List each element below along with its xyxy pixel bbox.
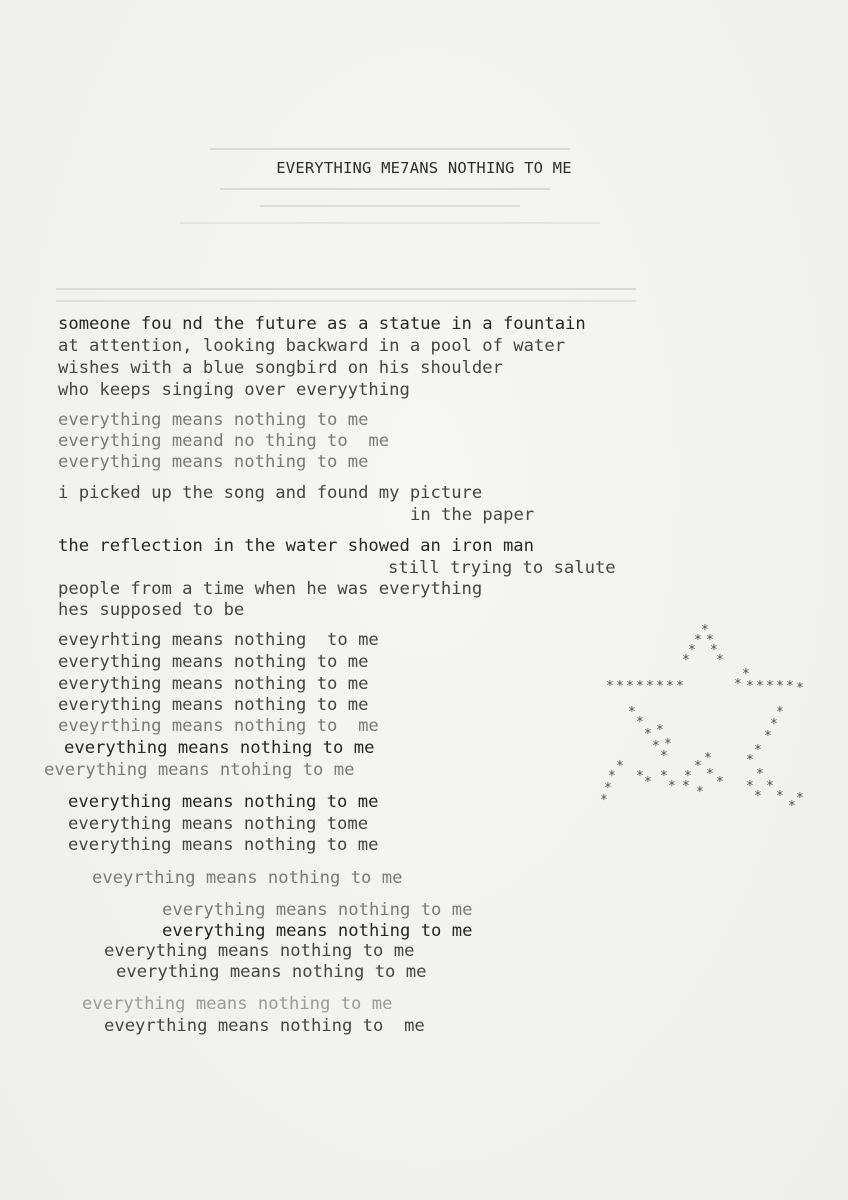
star-asterisk: *: [710, 643, 718, 658]
poem-line: eveyrthing means nothing to me: [58, 716, 379, 736]
star-asterisk: *: [746, 779, 754, 794]
star-asterisk: *: [776, 705, 784, 720]
poem-line: eveyrthing means nothing to me: [92, 868, 403, 888]
star-asterisk: *: [754, 789, 762, 804]
poem-line: everything meand no thing to me: [58, 431, 390, 451]
poem-line: wishes with a blue songbird on his shoulder: [58, 358, 503, 378]
star-asterisk: *: [636, 715, 644, 730]
star-asterisk: *: [786, 679, 794, 694]
star-asterisk: *: [696, 785, 704, 800]
star-asterisk: *: [746, 753, 754, 768]
star-asterisk: *: [706, 633, 714, 648]
poem-line: everything means nothing to me: [104, 941, 415, 961]
star-asterisk: *: [656, 679, 664, 694]
poem-line: eveyrthing means nothing to me: [104, 1016, 425, 1036]
star-asterisk: *: [616, 679, 624, 694]
star-asterisk: *: [694, 759, 702, 774]
star-asterisk: *: [608, 769, 616, 784]
star-asterisk: *: [754, 743, 762, 758]
star-asterisk: *: [734, 677, 742, 692]
star-asterisk: *: [716, 775, 724, 790]
star-asterisk: *: [776, 789, 784, 804]
star-asterisk: *: [616, 759, 624, 774]
star-asterisk: *: [684, 769, 692, 784]
star-asterisk: *: [628, 705, 636, 720]
ghost-mark: [180, 222, 600, 224]
ghost-mark: [220, 188, 550, 190]
ghost-mark: [56, 300, 636, 302]
star-asterisk: *: [682, 653, 690, 668]
star-asterisk: *: [604, 781, 612, 796]
poem-line: i picked up the song and found my picture: [58, 483, 483, 503]
poem-line: still trying to salute: [388, 558, 616, 578]
star-asterisk: *: [688, 643, 696, 658]
poem-line: everything means nothing to me: [58, 674, 369, 694]
star-asterisk: *: [706, 767, 714, 782]
poem-line: who keeps singing over everyything: [58, 380, 410, 400]
star-asterisk: *: [694, 633, 702, 648]
poem-line: everything means nothing to me: [64, 738, 375, 758]
star-asterisk: *: [626, 679, 634, 694]
poem-line: everything means nothing to me: [58, 652, 369, 672]
star-asterisk: *: [666, 679, 674, 694]
star-asterisk: *: [636, 769, 644, 784]
star-asterisk: *: [644, 727, 652, 742]
star-asterisk: *: [660, 749, 668, 764]
poem-line: someone fou nd the future as a statue in a fountain: [58, 314, 586, 334]
ghost-mark: [210, 148, 570, 150]
star-asterisk: *: [606, 679, 614, 694]
typed-star-drawing: [596, 620, 816, 814]
poem-line: everything means nothing to me: [58, 695, 369, 715]
page-title: EVERYTHING ME7ANS NOTHING TO ME: [276, 159, 572, 177]
poem-line: everything means nothing to me: [116, 962, 427, 982]
star-asterisk: *: [746, 679, 754, 694]
poem-line: people from a time when he was everything: [58, 579, 483, 599]
star-asterisk: *: [682, 779, 690, 794]
poem-line: everything means nothing to me: [58, 410, 369, 430]
star-asterisk: *: [656, 723, 664, 738]
poem-line: at attention, looking backward in a pool of water: [58, 336, 566, 356]
poem-line: hes supposed to be: [58, 600, 245, 620]
star-asterisk: *: [764, 729, 772, 744]
poem-line: everything means nothing to me: [162, 900, 473, 920]
star-asterisk: *: [770, 717, 778, 732]
star-asterisk: *: [716, 653, 724, 668]
star-asterisk: *: [660, 769, 668, 784]
ghost-mark: [56, 288, 636, 290]
star-asterisk: *: [756, 679, 764, 694]
star-asterisk: *: [636, 679, 644, 694]
star-asterisk: *: [701, 623, 709, 638]
star-asterisk: *: [796, 681, 804, 696]
poem-line: everything means nothing to me: [82, 994, 393, 1014]
poem-line: in the paper: [410, 505, 535, 525]
star-asterisk: *: [644, 775, 652, 790]
poem-line: everything means nothing tome: [68, 814, 369, 834]
star-asterisk: *: [704, 751, 712, 766]
star-asterisk: *: [664, 737, 672, 752]
poem-line: everything means nothing to me: [68, 835, 379, 855]
star-asterisk: *: [652, 739, 660, 754]
poem-line: eveyrhting means nothing to me: [58, 630, 379, 650]
star-asterisk: *: [796, 791, 804, 806]
poem-line: everything means ntohing to me: [44, 760, 355, 780]
star-asterisk: *: [756, 767, 764, 782]
star-asterisk: *: [766, 779, 774, 794]
star-asterisk: *: [600, 793, 608, 808]
star-asterisk: *: [646, 679, 654, 694]
star-asterisk: *: [668, 779, 676, 794]
star-asterisk: *: [742, 667, 750, 682]
poem-line: everything means nothing to me: [68, 792, 379, 812]
poem-line: everything means nothing to me: [162, 921, 473, 941]
ghost-mark: [260, 205, 520, 207]
star-asterisk: *: [776, 679, 784, 694]
star-asterisk: *: [766, 679, 774, 694]
poem-line: everything means nothing to me: [58, 452, 369, 472]
poem-line: the reflection in the water showed an iron man: [58, 536, 534, 556]
star-asterisk: *: [788, 799, 796, 814]
star-asterisk: *: [676, 679, 684, 694]
